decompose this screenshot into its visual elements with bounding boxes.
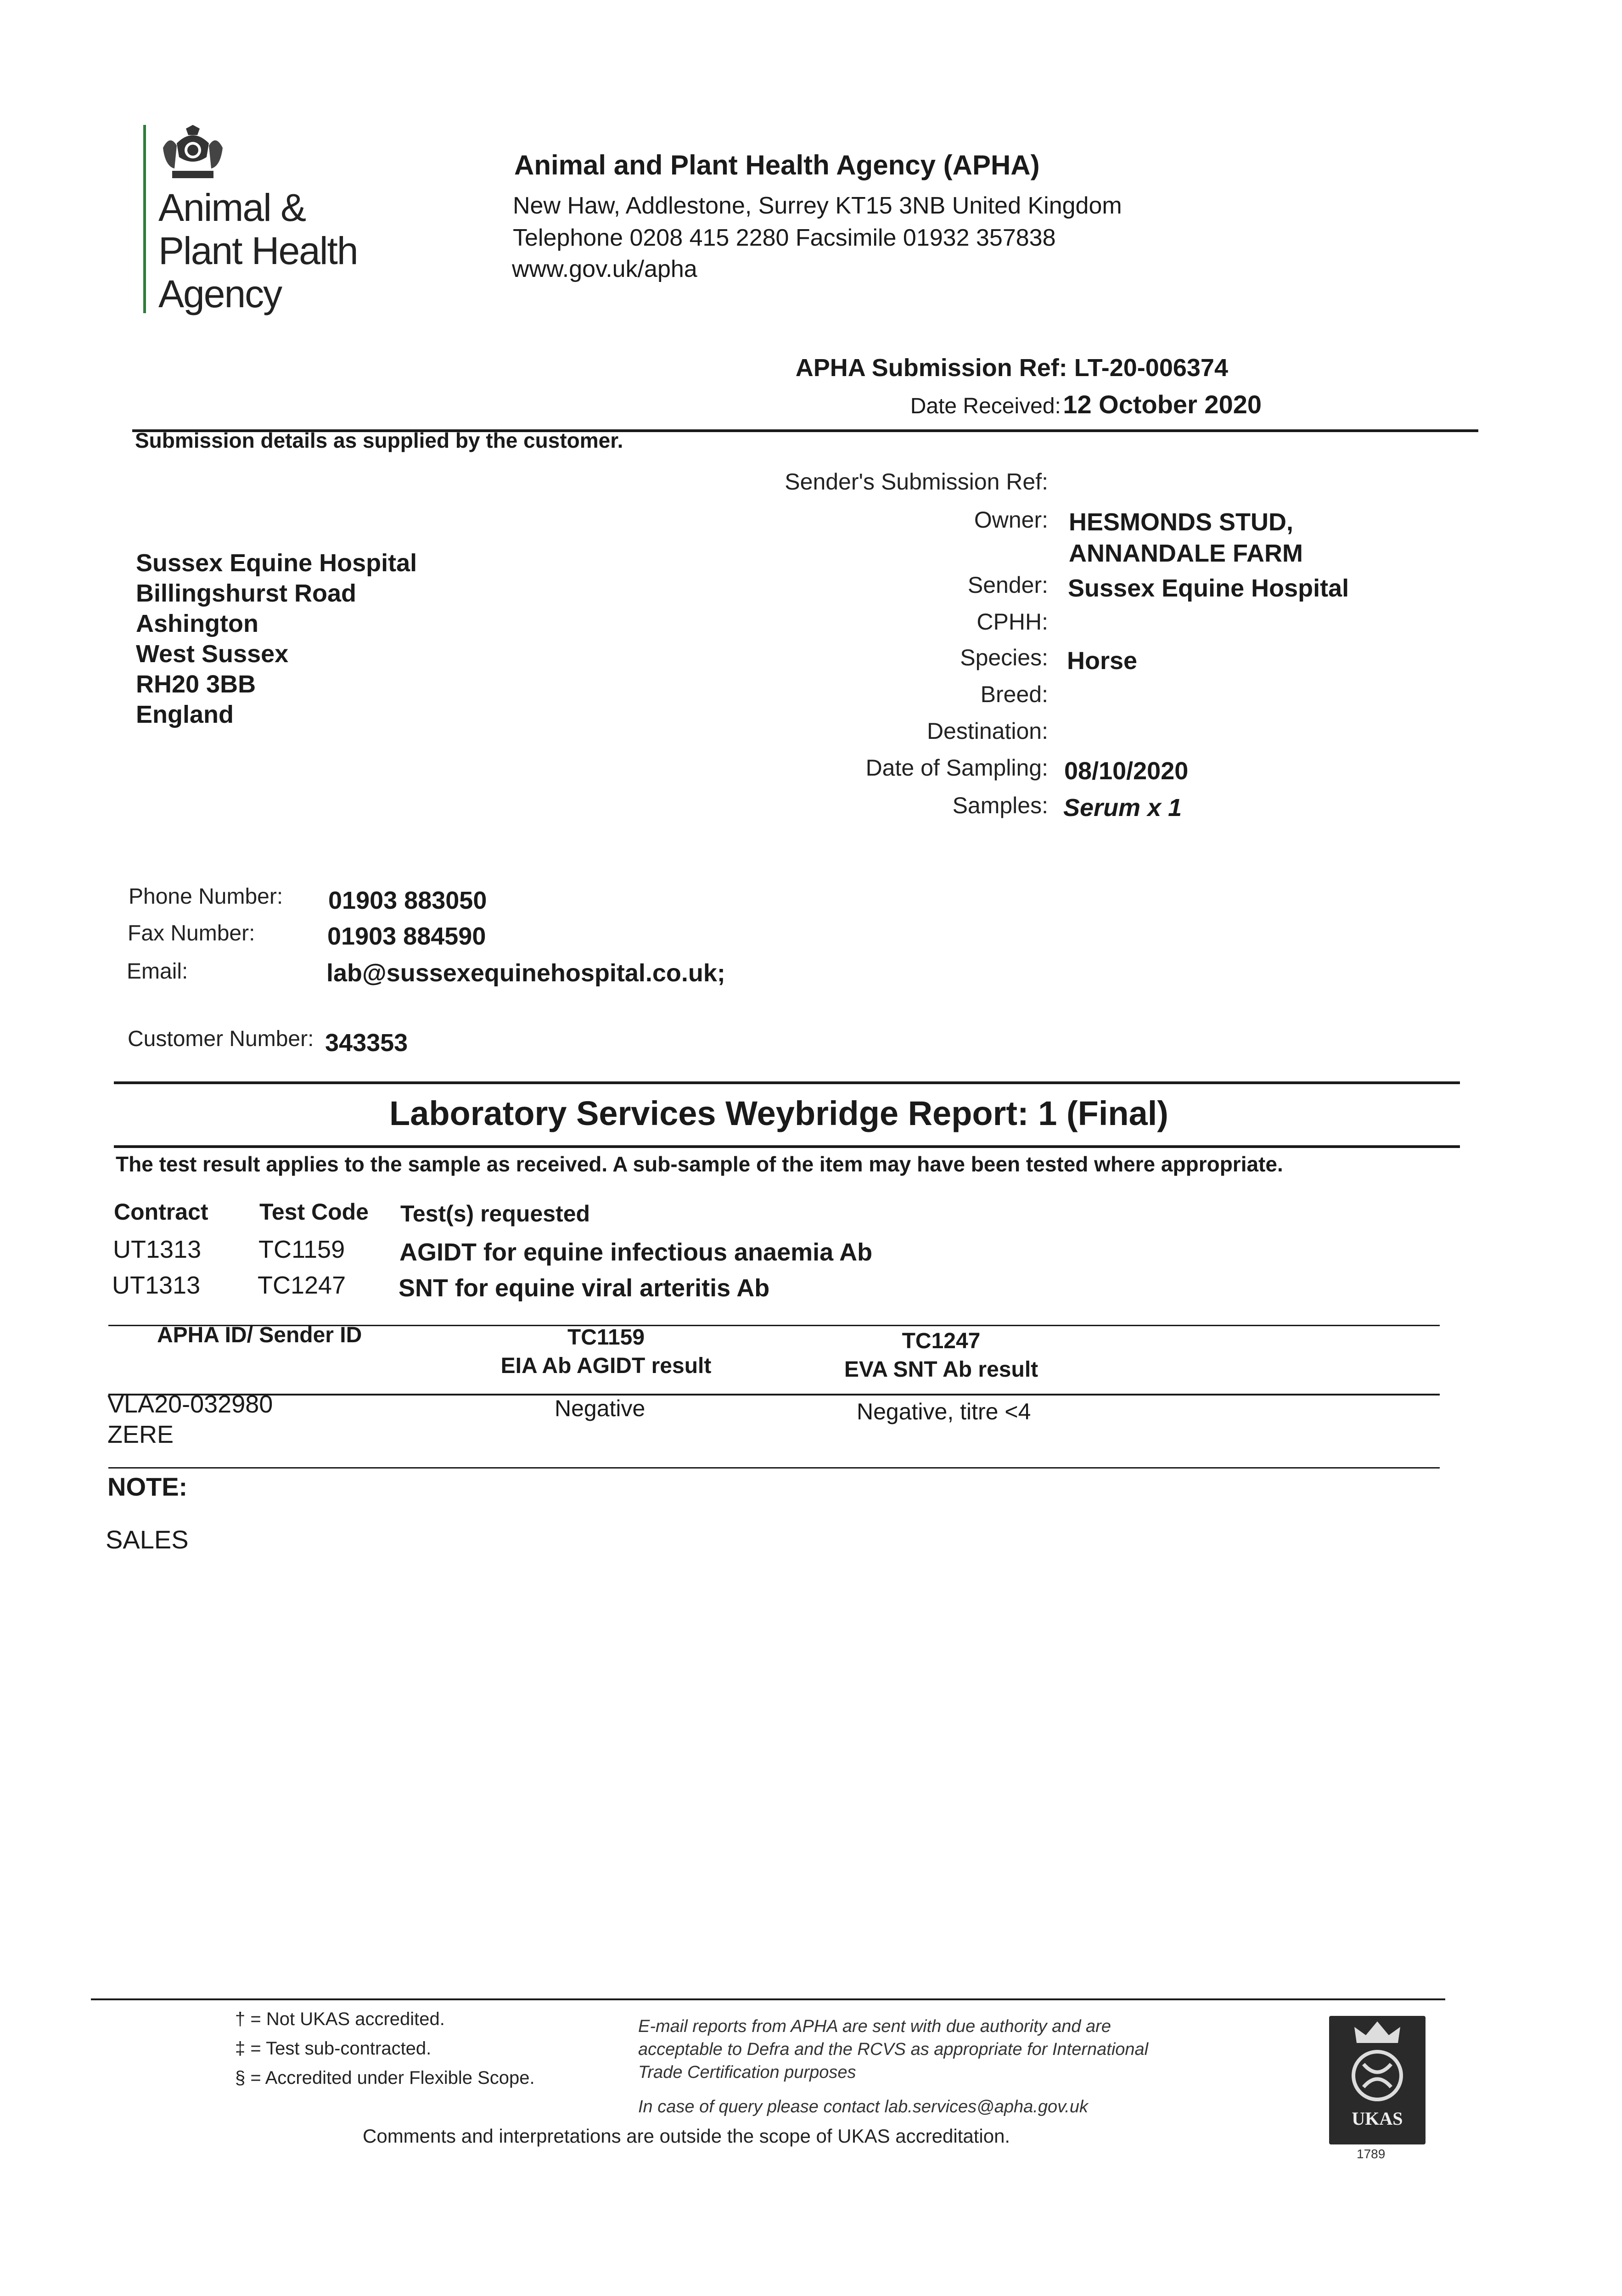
results-header-eia-name: EIA Ab AGIDT result <box>500 1354 712 1378</box>
results-header-divider <box>108 1394 1440 1396</box>
result-apha-id: VLA20-032980 <box>107 1390 273 1418</box>
supplied-note: Submission details as supplied by the customer. <box>135 428 623 452</box>
samples-label: Samples: <box>952 793 1048 818</box>
email-note-line: acceptable to Defra and the RCVS as appropriate for International <box>638 2040 1149 2059</box>
test-code: TC1159 <box>258 1236 345 1263</box>
applies-note: The test result applies to the sample as received. A sub-sample of the item may have been tested where appropriate. <box>116 1152 1283 1176</box>
test-contract: UT1313 <box>113 1236 202 1263</box>
logo-line-3: Agency <box>158 272 282 315</box>
footer-query-note: In case of query please contact lab.services@apha.gov.uk <box>638 2097 1088 2116</box>
results-header-eia-code: TC1159 <box>567 1325 645 1350</box>
agency-website[interactable]: www.gov.uk/apha <box>512 256 697 282</box>
agency-name: Animal and Plant Health Agency (APHA) <box>514 150 1040 180</box>
owner-value-line: HESMONDS STUD, <box>1069 508 1294 536</box>
owner-label: Owner: <box>974 507 1048 533</box>
species-label: Species: <box>960 645 1048 670</box>
customer-address <box>136 548 417 730</box>
legend-not-accredited: † = Not UKAS accredited. <box>235 2009 445 2029</box>
footer-legend <box>235 2004 535 2093</box>
email-note-line: Trade Certification purposes <box>638 2063 856 2082</box>
footer-email-note <box>638 2015 1148 2084</box>
submission-ref <box>796 354 1228 382</box>
results-header-eva <box>822 1327 1061 1384</box>
footer-scope-note: Comments and interpretations are outside the scope of UKAS accreditation. <box>363 2125 1010 2147</box>
destination-label: Destination: <box>926 718 1048 744</box>
submission-ref-label: APHA Submission Ref: <box>795 354 1067 382</box>
result-eva: Negative, titre <4 <box>857 1399 1031 1424</box>
report-title: Laboratory Services Weybridge Report: 1 (Final) <box>389 1094 1168 1132</box>
submission-ref-value: LT-20-006374 <box>1074 354 1228 382</box>
date-received-label: Date Received: <box>910 394 1061 418</box>
tests-header-requested: Test(s) requested <box>400 1201 590 1227</box>
ukas-number: 1789 <box>1357 2147 1386 2161</box>
customer-number-label: Customer Number: <box>128 1027 314 1051</box>
result-eia: Negative <box>555 1396 645 1421</box>
senders-ref-label: Sender's Submission Ref: <box>785 469 1048 495</box>
report-top-divider <box>114 1081 1460 1084</box>
phone-label: Phone Number: <box>129 884 283 909</box>
sender-label: Sender: <box>967 572 1048 598</box>
ukas-mark <box>1329 2016 1426 2144</box>
logo-text <box>158 186 358 315</box>
results-header-eia <box>477 1323 735 1380</box>
date-received <box>910 389 1262 419</box>
address-line: Ashington <box>136 610 258 637</box>
results-header-eva-code: TC1247 <box>902 1329 981 1353</box>
test-code: TC1247 <box>258 1272 346 1299</box>
test-requested: SNT for equine viral arteritis Ab <box>398 1274 770 1302</box>
result-sample-id <box>107 1389 273 1450</box>
tests-header-contract: Contract <box>114 1199 208 1225</box>
footer-divider <box>91 1998 1445 2000</box>
legend-flexible-scope: § = Accredited under Flexible Scope. <box>235 2068 535 2088</box>
crown-icon <box>1347 2018 1407 2045</box>
samples-value: Serum x 1 <box>1063 794 1182 822</box>
results-header-eva-name: EVA SNT Ab result <box>844 1357 1038 1382</box>
sender-value: Sussex Equine Hospital <box>1068 574 1349 602</box>
address-line: England <box>136 701 234 728</box>
note-text: SALES <box>106 1525 189 1554</box>
result-sender-id: ZERE <box>107 1421 174 1448</box>
ukas-tick-icon <box>1350 2048 1405 2103</box>
owner-value <box>1069 506 1303 569</box>
fax-label: Fax Number: <box>128 921 255 945</box>
email-label: Email: <box>127 959 188 984</box>
species-value: Horse <box>1067 647 1138 675</box>
address-line: West Sussex <box>136 640 289 668</box>
results-header-id: APHA ID/ Sender ID <box>157 1323 362 1347</box>
address-line: Sussex Equine Hospital <box>136 549 417 577</box>
test-contract: UT1313 <box>112 1272 201 1299</box>
test-requested: AGIDT for equine infectious anaemia Ab <box>399 1238 873 1266</box>
agency-address: New Haw, Addlestone, Surrey KT15 3NB United Kingdom <box>513 192 1122 219</box>
customer-number-value: 343353 <box>325 1029 408 1057</box>
agency-telephone: Telephone 0208 415 2280 Facsimile 01932 357838 <box>513 225 1056 251</box>
cphh-label: CPHH: <box>977 609 1048 635</box>
date-received-value: 12 October 2020 <box>1063 390 1262 419</box>
logo-accent-bar <box>143 125 146 313</box>
logo-line-2: Plant Health <box>158 229 358 272</box>
report-bottom-divider <box>114 1145 1460 1148</box>
note-label: NOTE: <box>107 1472 188 1501</box>
email-value[interactable]: lab@sussexequinehospital.co.uk; <box>326 959 725 987</box>
email-note-line: E-mail reports from APHA are sent with due authority and are <box>638 2017 1111 2036</box>
logo-line-1: Animal & <box>158 186 306 229</box>
ukas-label: UKAS <box>1352 2108 1403 2129</box>
legend-subcontracted: ‡ = Test sub-contracted. <box>235 2038 432 2059</box>
fax-value: 01903 884590 <box>327 923 486 950</box>
address-line: RH20 3BB <box>136 670 256 698</box>
owner-value-line: ANNANDALE FARM <box>1069 540 1303 567</box>
tests-header-code: Test Code <box>259 1199 369 1225</box>
sampling-label: Date of Sampling: <box>865 755 1048 781</box>
address-line: Billingshurst Road <box>136 580 357 607</box>
sampling-value: 08/10/2020 <box>1064 757 1189 785</box>
breed-label: Breed: <box>980 681 1048 707</box>
royal-crest-icon <box>158 125 227 185</box>
results-bottom-divider <box>108 1467 1440 1469</box>
phone-value: 01903 883050 <box>328 887 487 914</box>
